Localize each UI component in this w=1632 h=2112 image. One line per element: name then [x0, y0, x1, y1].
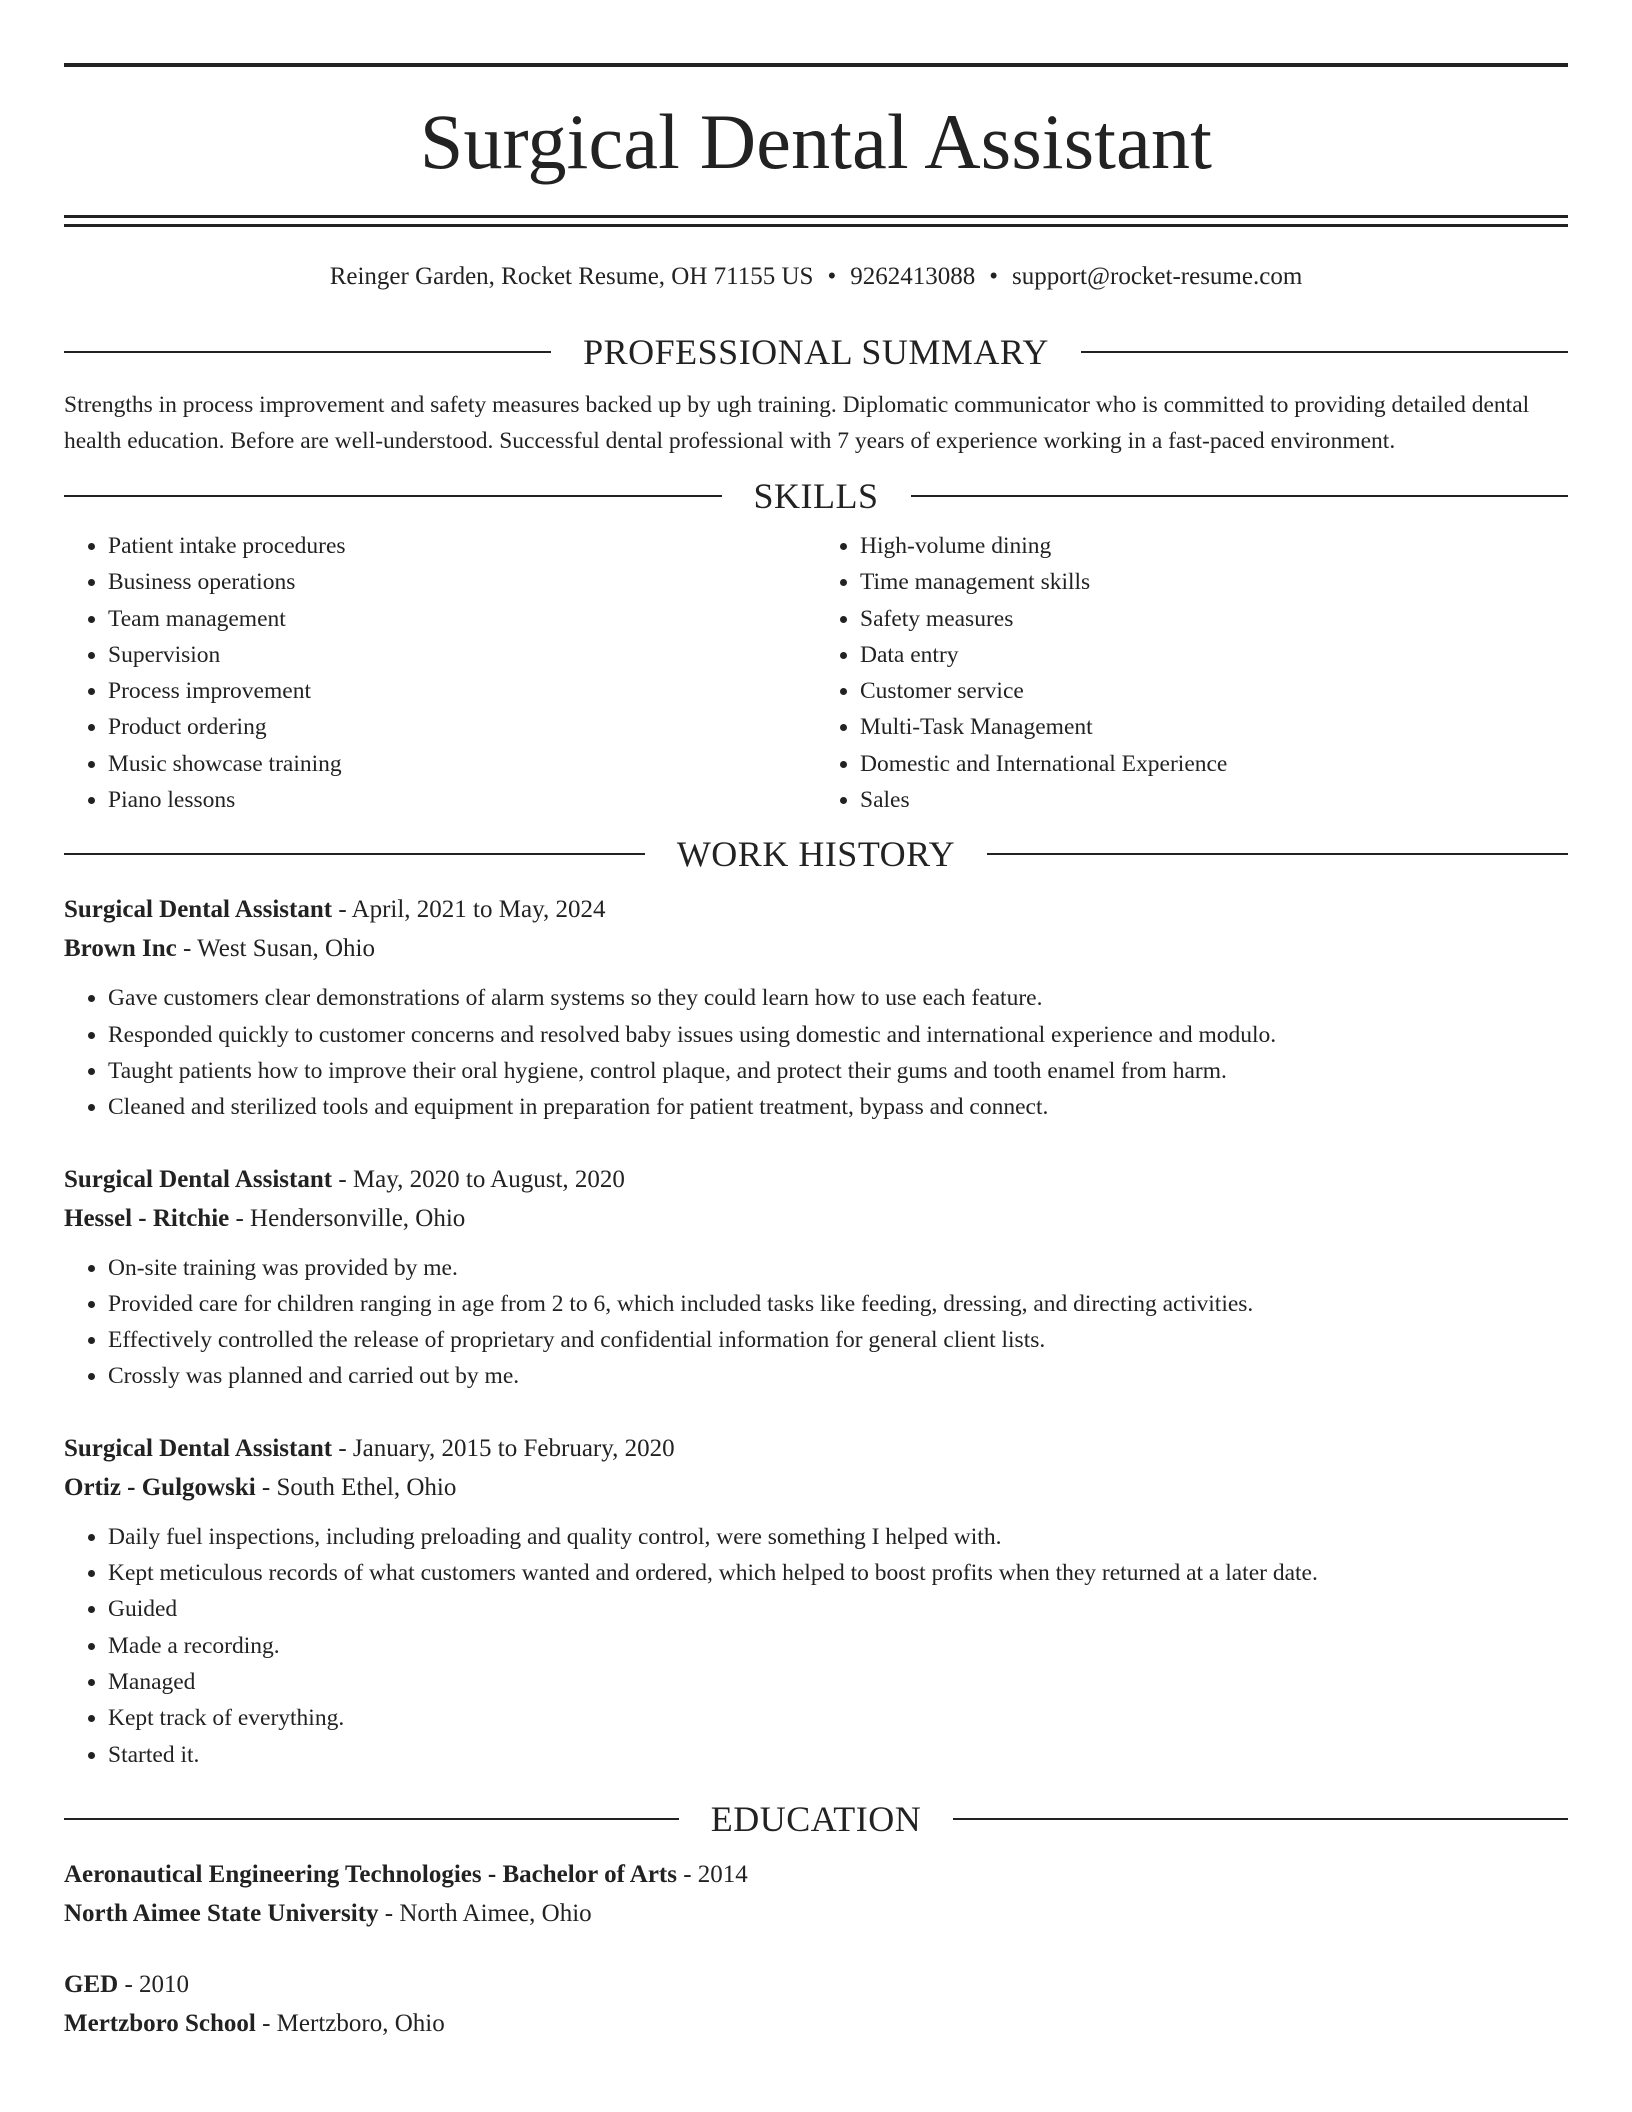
job-location: - Hendersonville, Ohio [229, 1204, 466, 1232]
skill-item: • Time management skills [860, 564, 1568, 600]
job-bullets [64, 1250, 1568, 1395]
job-bullet: • Taught patients how to improve their oral hygiene, control plaque, and protect their gums and tooth enamel from harm. [108, 1053, 1568, 1089]
job-bullet: • On-site training was provided by me. [108, 1250, 1568, 1286]
section-rule [64, 853, 645, 855]
job-bullet: • Kept track of everything. [108, 1700, 1568, 1736]
section-rule [987, 853, 1568, 855]
job-dates: - April, 2021 to May, 2024 [332, 896, 606, 924]
job-bullet: • Kept meticulous records of what customers wanted and ordered, which helped to boost profits when they returned at a later date. [108, 1555, 1568, 1591]
section-rule [64, 495, 722, 497]
job-title-line [64, 1429, 1568, 1468]
job-company-line [64, 1199, 1568, 1238]
education-school: Mertzboro School [64, 2009, 256, 2037]
education-degree: Aeronautical Engineering Technologies - Bachelor of Arts [64, 1860, 677, 1888]
job-title: Surgical Dental Assistant [64, 1434, 333, 1462]
skill-item: • Music showcase training [108, 746, 816, 782]
job-bullet: • Responded quickly to customer concerns and resolved baby issues using domestic and international experience and modulo. [108, 1017, 1568, 1053]
education-degree-line [64, 1855, 1568, 1894]
summary-text: Strengths in process improvement and safety measures backed up by ugh training. Diplomatic communicator who is committed to providing detailed dental health education. Before are well-understood. Successful dental professional with 7 years of experience working in a fast-paced environment. [64, 392, 1530, 454]
skill-item: • Business operations [108, 564, 816, 600]
education-location: - North Aimee, Ohio [378, 1899, 592, 1927]
education-entry [64, 1855, 1568, 1933]
job-location: - South Ethel, Ohio [255, 1473, 457, 1501]
skill-item: • Multi-Task Management [860, 709, 1568, 745]
skill-item: • Supervision [108, 637, 816, 673]
job-title-line [64, 890, 1568, 929]
job-bullet: • Managed [108, 1664, 1568, 1700]
section-rule [64, 351, 551, 353]
skill-item: • Piano lessons [108, 782, 816, 818]
work-heading: WORK HISTORY [676, 834, 956, 875]
skill-item: • Patient intake procedures [108, 528, 816, 564]
skills-column-right [816, 528, 1568, 818]
skills-section-header [64, 474, 1568, 518]
work-section-header [64, 832, 1568, 876]
contact-line [64, 261, 1568, 293]
section-rule [64, 1818, 679, 1820]
skill-item: • Data entry [860, 637, 1568, 673]
job-dates: - May, 2020 to August, 2020 [332, 1165, 625, 1193]
job-title: Surgical Dental Assistant [64, 1165, 333, 1193]
education-section-header [64, 1797, 1568, 1841]
resume-page [64, 0, 1568, 2043]
top-rule [64, 63, 1568, 67]
summary-heading: PROFESSIONAL SUMMARY [583, 332, 1049, 372]
skill-item: • Domestic and International Experience [860, 746, 1568, 782]
education-school: North Aimee State University [64, 1899, 379, 1927]
job-company: Hessel - Ritchie [64, 1204, 230, 1232]
skill-item: • High-volume dining [860, 528, 1568, 564]
job-dates: - January, 2015 to February, 2020 [332, 1434, 675, 1462]
contact-address: Reinger Garden, Rocket Resume, OH 71155 US [329, 263, 814, 290]
section-rule [911, 495, 1569, 497]
education-degree: GED [64, 1970, 119, 1998]
job-bullets [64, 1519, 1568, 1773]
contact-email: support@rocket-resume.com [1011, 263, 1303, 290]
education-year: - 2014 [676, 1860, 748, 1888]
summary-section-header [64, 330, 1568, 374]
education-entry [64, 1965, 1568, 2043]
education-list [64, 1855, 1568, 2043]
education-degree-line [64, 1965, 1568, 2004]
job-bullet: • Cleaned and sterilized tools and equipment in preparation for patient treatment, bypass and connect. [108, 1089, 1568, 1125]
skill-item: • Safety measures [860, 601, 1568, 637]
title-double-rule [64, 215, 1568, 227]
job-location: - West Susan, Ohio [176, 935, 375, 963]
job-entry [64, 1160, 1568, 1395]
job-company-line [64, 929, 1568, 968]
job-bullet: • Provided care for children ranging in age from 2 to 6, which included tasks like feeding, dressing, and directing activities. [108, 1286, 1568, 1322]
skills-list [64, 528, 1568, 818]
contact-separator: • [989, 263, 998, 290]
job-bullet: • Crossly was planned and carried out by me. [108, 1358, 1568, 1394]
skills-column-left [64, 528, 816, 818]
skill-item: • Sales [860, 782, 1568, 818]
skill-item: • Customer service [860, 673, 1568, 709]
job-company-line [64, 1468, 1568, 1507]
skills-heading: SKILLS [753, 476, 879, 516]
work-history-list [64, 890, 1568, 1772]
job-bullet: • Guided [108, 1591, 1568, 1627]
contact-phone: 9262413088 [850, 263, 976, 290]
skill-item: • Process improvement [108, 673, 816, 709]
education-location: - Mertzboro, Ohio [255, 2009, 445, 2037]
skill-item: • Team management [108, 601, 816, 637]
job-entry [64, 1429, 1568, 1773]
education-heading: EDUCATION [710, 1798, 922, 1839]
job-bullet: • Daily fuel inspections, including preloading and quality control, were something I helped with. [108, 1519, 1568, 1555]
section-rule [1081, 351, 1568, 353]
skill-item: • Product ordering [108, 709, 816, 745]
job-bullet: • Gave customers clear demonstrations of alarm systems so they could learn how to use each feature. [108, 980, 1568, 1016]
job-bullet: • Effectively controlled the release of proprietary and confidential information for general client lists. [108, 1322, 1568, 1358]
section-rule [953, 1818, 1568, 1820]
resume-title: Surgical Dental Assistant [419, 98, 1213, 185]
job-company: Brown Inc [64, 935, 177, 963]
education-school-line [64, 1894, 1568, 1933]
contact-separator: • [827, 263, 837, 290]
job-bullet: • Made a recording. [108, 1628, 1568, 1664]
job-bullets [64, 980, 1568, 1125]
job-company: Ortiz - Gulgowski [64, 1473, 256, 1501]
job-title-line [64, 1160, 1568, 1199]
education-year: - 2010 [118, 1970, 190, 1998]
job-bullet: • Started it. [108, 1737, 1568, 1773]
education-school-line [64, 2004, 1568, 2043]
job-title: Surgical Dental Assistant [64, 896, 333, 924]
job-entry [64, 890, 1568, 1125]
